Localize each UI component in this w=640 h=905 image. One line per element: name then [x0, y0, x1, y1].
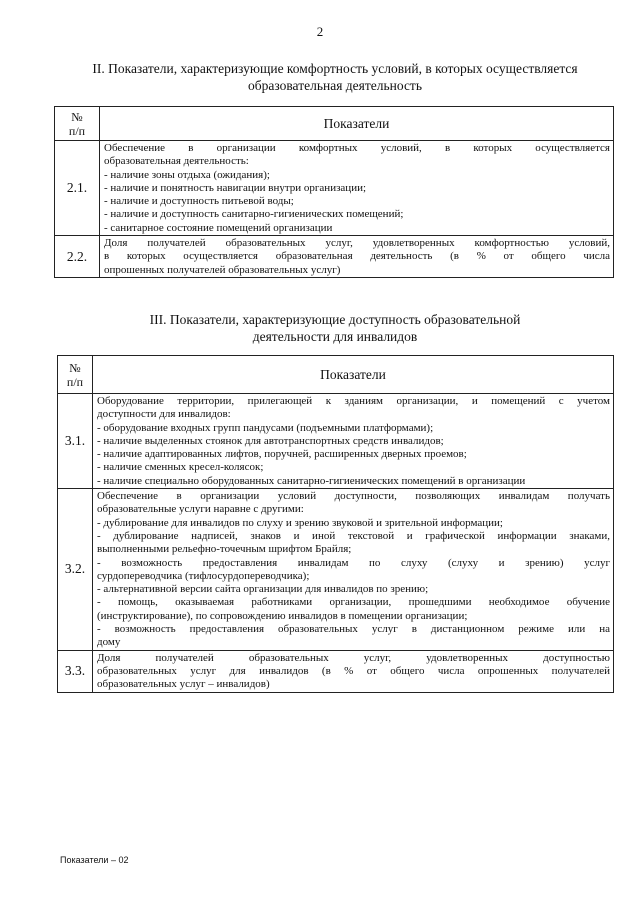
text-line: - санитарное состояние помещений организации [104, 221, 333, 234]
row-text [93, 650, 614, 692]
text-line: дому [97, 636, 121, 649]
page-number: 2 [316, 24, 324, 39]
text-line: - оборудование входных групп пандусами (подъемными платформами); [97, 421, 434, 434]
indicators-column-header: Показатели [93, 356, 614, 394]
section-2-title-line: образовательная деятельность [247, 78, 422, 93]
table-header-row [55, 107, 614, 141]
row-text [100, 141, 614, 236]
number-header-line: п/п [68, 123, 86, 138]
text-line: - наличие и понятность навигации внутри организации; [104, 181, 367, 194]
row-number: 3.3. [58, 650, 93, 692]
section-3-table [57, 355, 614, 693]
section-3-title [40, 311, 630, 345]
table-row [58, 489, 614, 651]
indicators-column-header: Показатели [100, 107, 614, 141]
text-line: образовательная деятельность: [104, 155, 249, 168]
text-line: доступности для инвалидов: [97, 408, 231, 421]
text-line: образовательных услуг – инвалидов) [97, 678, 270, 691]
text-line: - наличие сменных кресел-колясок; [97, 461, 264, 474]
section-2-table [54, 106, 614, 278]
text-line: сурдопереводчика (тифлосурдопереводчика); [97, 569, 310, 582]
row-number: 2.2. [55, 236, 100, 278]
number-header-line: п/п [66, 374, 84, 389]
text-line: - альтернативной версии сайта организации для инвалидов по зрению; [97, 583, 429, 596]
text-line: Оборудование территории, прилегающей к зданиям организации, и помещений с учетом [97, 395, 610, 407]
text-line: - дублирование надписей, знаков и иной текстовой и графической информации знаками, [97, 529, 610, 542]
table-row [58, 394, 614, 489]
section-3-title-line: III. Показатели, характеризующие доступность образовательной [149, 312, 521, 327]
table-row [58, 650, 614, 692]
section-3-title-line: деятельности для инвалидов [252, 329, 418, 344]
text-line: Доля получателей образовательных услуг, удовлетворенных доступностью [97, 651, 610, 664]
text-line: - наличие зоны отдыха (ожидания); [104, 168, 270, 181]
text-line: - помощь, оказываемая работниками организации, прошедшими необходимое обучение [97, 596, 610, 609]
number-header-line: № [69, 360, 81, 375]
section-2-title-line: II. Показатели, характеризующие комфортность условий, в которых осуществляется [92, 61, 578, 76]
text-line: образовательных услуг для инвалидов (в % от общего числа опрошенных получателей [97, 664, 610, 677]
text-line: опрошенных получателей образовательных услуг) [104, 263, 341, 276]
text-line: - возможность предоставления инвалидам по слуху (слуху и зрению) услуг [97, 556, 610, 569]
text-line: (инструктирование), по сопровождению инвалидов в помещении организации; [97, 609, 468, 622]
row-text [93, 394, 614, 489]
text-line: - наличие и доступность санитарно-гигиенических помещений; [104, 208, 404, 221]
text-line: образовательные услуги наравне с другими: [97, 503, 304, 516]
table-row [55, 141, 614, 236]
text-line: - наличие и доступность питьевой воды; [104, 195, 294, 208]
text-line: Обеспечение в организации комфортных условий, в которых осуществляется [104, 142, 610, 154]
text-line: - наличие адаптированных лифтов, поручней, расширенных дверных проемов; [97, 448, 467, 461]
text-line: выполненными рельефно-точечным шрифтом Брайля; [97, 543, 352, 556]
number-column-header [55, 107, 100, 141]
text-line: Доля получателей образовательных услуг, удовлетворенных комфортностью условий, [104, 237, 610, 250]
text-line: Обеспечение в организации условий доступности, позволяющих инвалидам получать [97, 490, 610, 503]
row-text [93, 489, 614, 651]
number-column-header [58, 356, 93, 394]
text-line: - возможность предоставления образовательных услуг в дистанционном режиме или на [97, 623, 610, 636]
row-number: 2.1. [55, 141, 100, 236]
row-number: 3.2. [58, 489, 93, 651]
row-text [100, 236, 614, 278]
text-line: - наличие специально оборудованных санитарно-гигиенических помещений в организации [97, 474, 526, 487]
section-2-title [40, 60, 630, 94]
text-line: - наличие выделенных стоянок для автотранспортных средств инвалидов; [97, 434, 444, 447]
row-number: 3.1. [58, 394, 93, 489]
text-line: - дублирование для инвалидов по слуху и зрению звуковой и зрительной информации; [97, 516, 503, 529]
table-row [55, 236, 614, 278]
page-footer: Показатели – 02 [60, 855, 129, 865]
table-header-row [58, 356, 614, 394]
text-line: в которых осуществляется образовательная деятельность (в % от общего числа [104, 250, 610, 263]
number-header-line: № [71, 109, 83, 124]
